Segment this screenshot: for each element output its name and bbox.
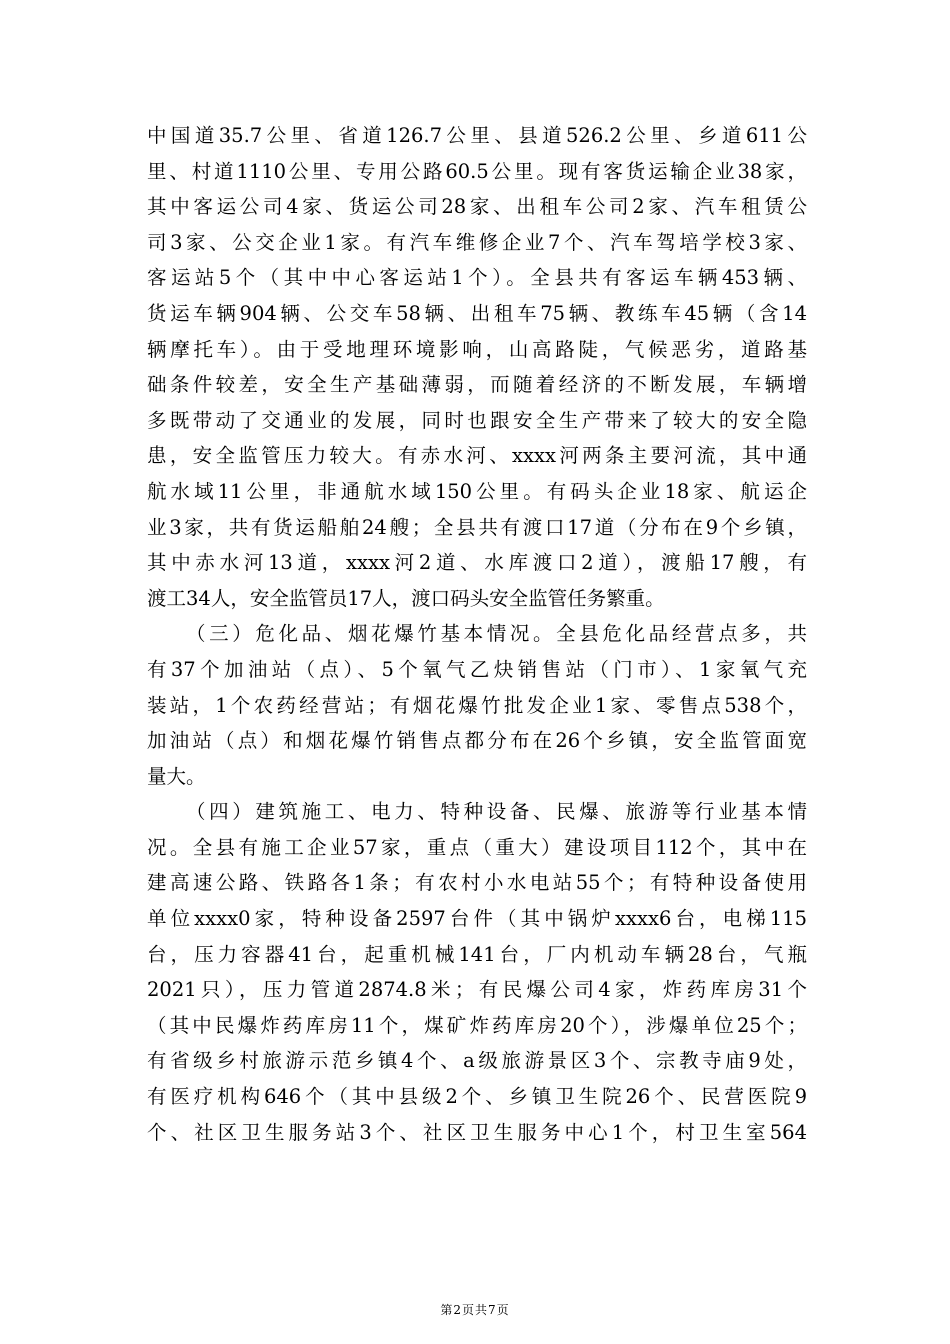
text-line: 中国道35.7公里、省道126.7公里、县道526.2公里、乡道611公 (147, 124, 807, 147)
text-line: 辆摩托车）。由于受地理环境影响，山高路陡，气候恶劣，道路基 (147, 337, 807, 361)
text-line: 里、村道1110公里、专用公路60.5公里。现有客货运输企业38家， (147, 159, 807, 183)
text-line: （其中民爆炸药库房11个，煤矿炸药库房20个），涉爆单位25个； (147, 1013, 807, 1037)
text-line: 有37个加油站（点）、5个氧气乙炔销售站（门市）、1家氧气充 (147, 657, 807, 681)
text-line: 础条件较差，安全生产基础薄弱，而随着经济的不断发展，车辆增 (147, 373, 807, 397)
text-line: 装站，1个农药经营站；有烟花爆竹批发企业1家、零售点538个， (147, 693, 807, 717)
text-line: 加油站（点）和烟花爆竹销售点都分布在26个乡镇，安全监管面宽 (147, 729, 807, 753)
text-line: 其中客运公司4家、货运公司28家、出租车公司2家、汽车租赁公 (147, 195, 807, 219)
text-line: 多既带动了交通业的发展，同时也跟安全生产带来了较大的安全隐 (147, 408, 807, 432)
page-number-footer: 第2页共7页 (440, 1303, 510, 1317)
text-line: 个、社区卫生服务站3个、社区卫生服务中心1个，村卫生室564 (147, 1120, 807, 1144)
text-line: 台，压力容器41台，起重机械141台，厂内机动车辆28台，气瓶 (147, 942, 807, 966)
text-line: （三）危化品、烟花爆竹基本情况。全县危化品经营点多，共 (186, 622, 807, 646)
body-text (147, 118, 807, 1150)
text-line: 客运站5个（其中中心客运站1个）。全县共有客运车辆453辆、 (147, 266, 807, 290)
text-line: 有省级乡村旅游示范乡镇4个、a级旅游景区3个、宗教寺庙9处， (147, 1049, 807, 1073)
text-line: 量大。 (147, 764, 206, 788)
text-line: 货运车辆904辆、公交车58辆、出租车75辆、教练车45辆（含14 (147, 301, 807, 325)
text-line: （四）建筑施工、电力、特种设备、民爆、旅游等行业基本情 (186, 800, 807, 824)
paragraph-transport (147, 118, 807, 616)
text-line: 况。全县有施工企业57家，重点（重大）建设项目112个，其中在 (147, 835, 807, 859)
text-line: 其中赤水河13道，xxxx河2道、水库渡口2道），渡船17艘，有 (147, 551, 807, 575)
paragraph-hazardous-chemicals (147, 616, 807, 794)
text-line: 渡工34人，安全监管员17人，渡口码头安全监管任务繁重。 (147, 586, 665, 610)
text-line: 航水域11公里，非通航水域150公里。有码头企业18家、航运企 (147, 479, 807, 503)
text-line: 单位xxxx0家，特种设备2597台件（其中锅炉xxxx6台，电梯115 (147, 907, 807, 931)
text-line: 患，安全监管压力较大。有赤水河、xxxx河两条主要河流，其中通 (147, 444, 807, 468)
text-line: 建高速公路、铁路各1条；有农村小水电站55个；有特种设备使用 (147, 871, 807, 895)
text-line: 2021只），压力管道2874.8米；有民爆公司4家，炸药库房31个 (147, 978, 807, 1002)
text-line: 司3家、公交企业1家。有汽车维修企业7个、汽车驾培学校3家、 (147, 230, 807, 254)
paragraph-construction-industry (147, 794, 807, 1150)
text-line: 业3家，共有货运船舶24艘；全县共有渡口17道（分布在9个乡镇， (147, 515, 807, 539)
text-line: 有医疗机构646个（其中县级2个、乡镇卫生院26个、民营医院9 (147, 1085, 807, 1109)
